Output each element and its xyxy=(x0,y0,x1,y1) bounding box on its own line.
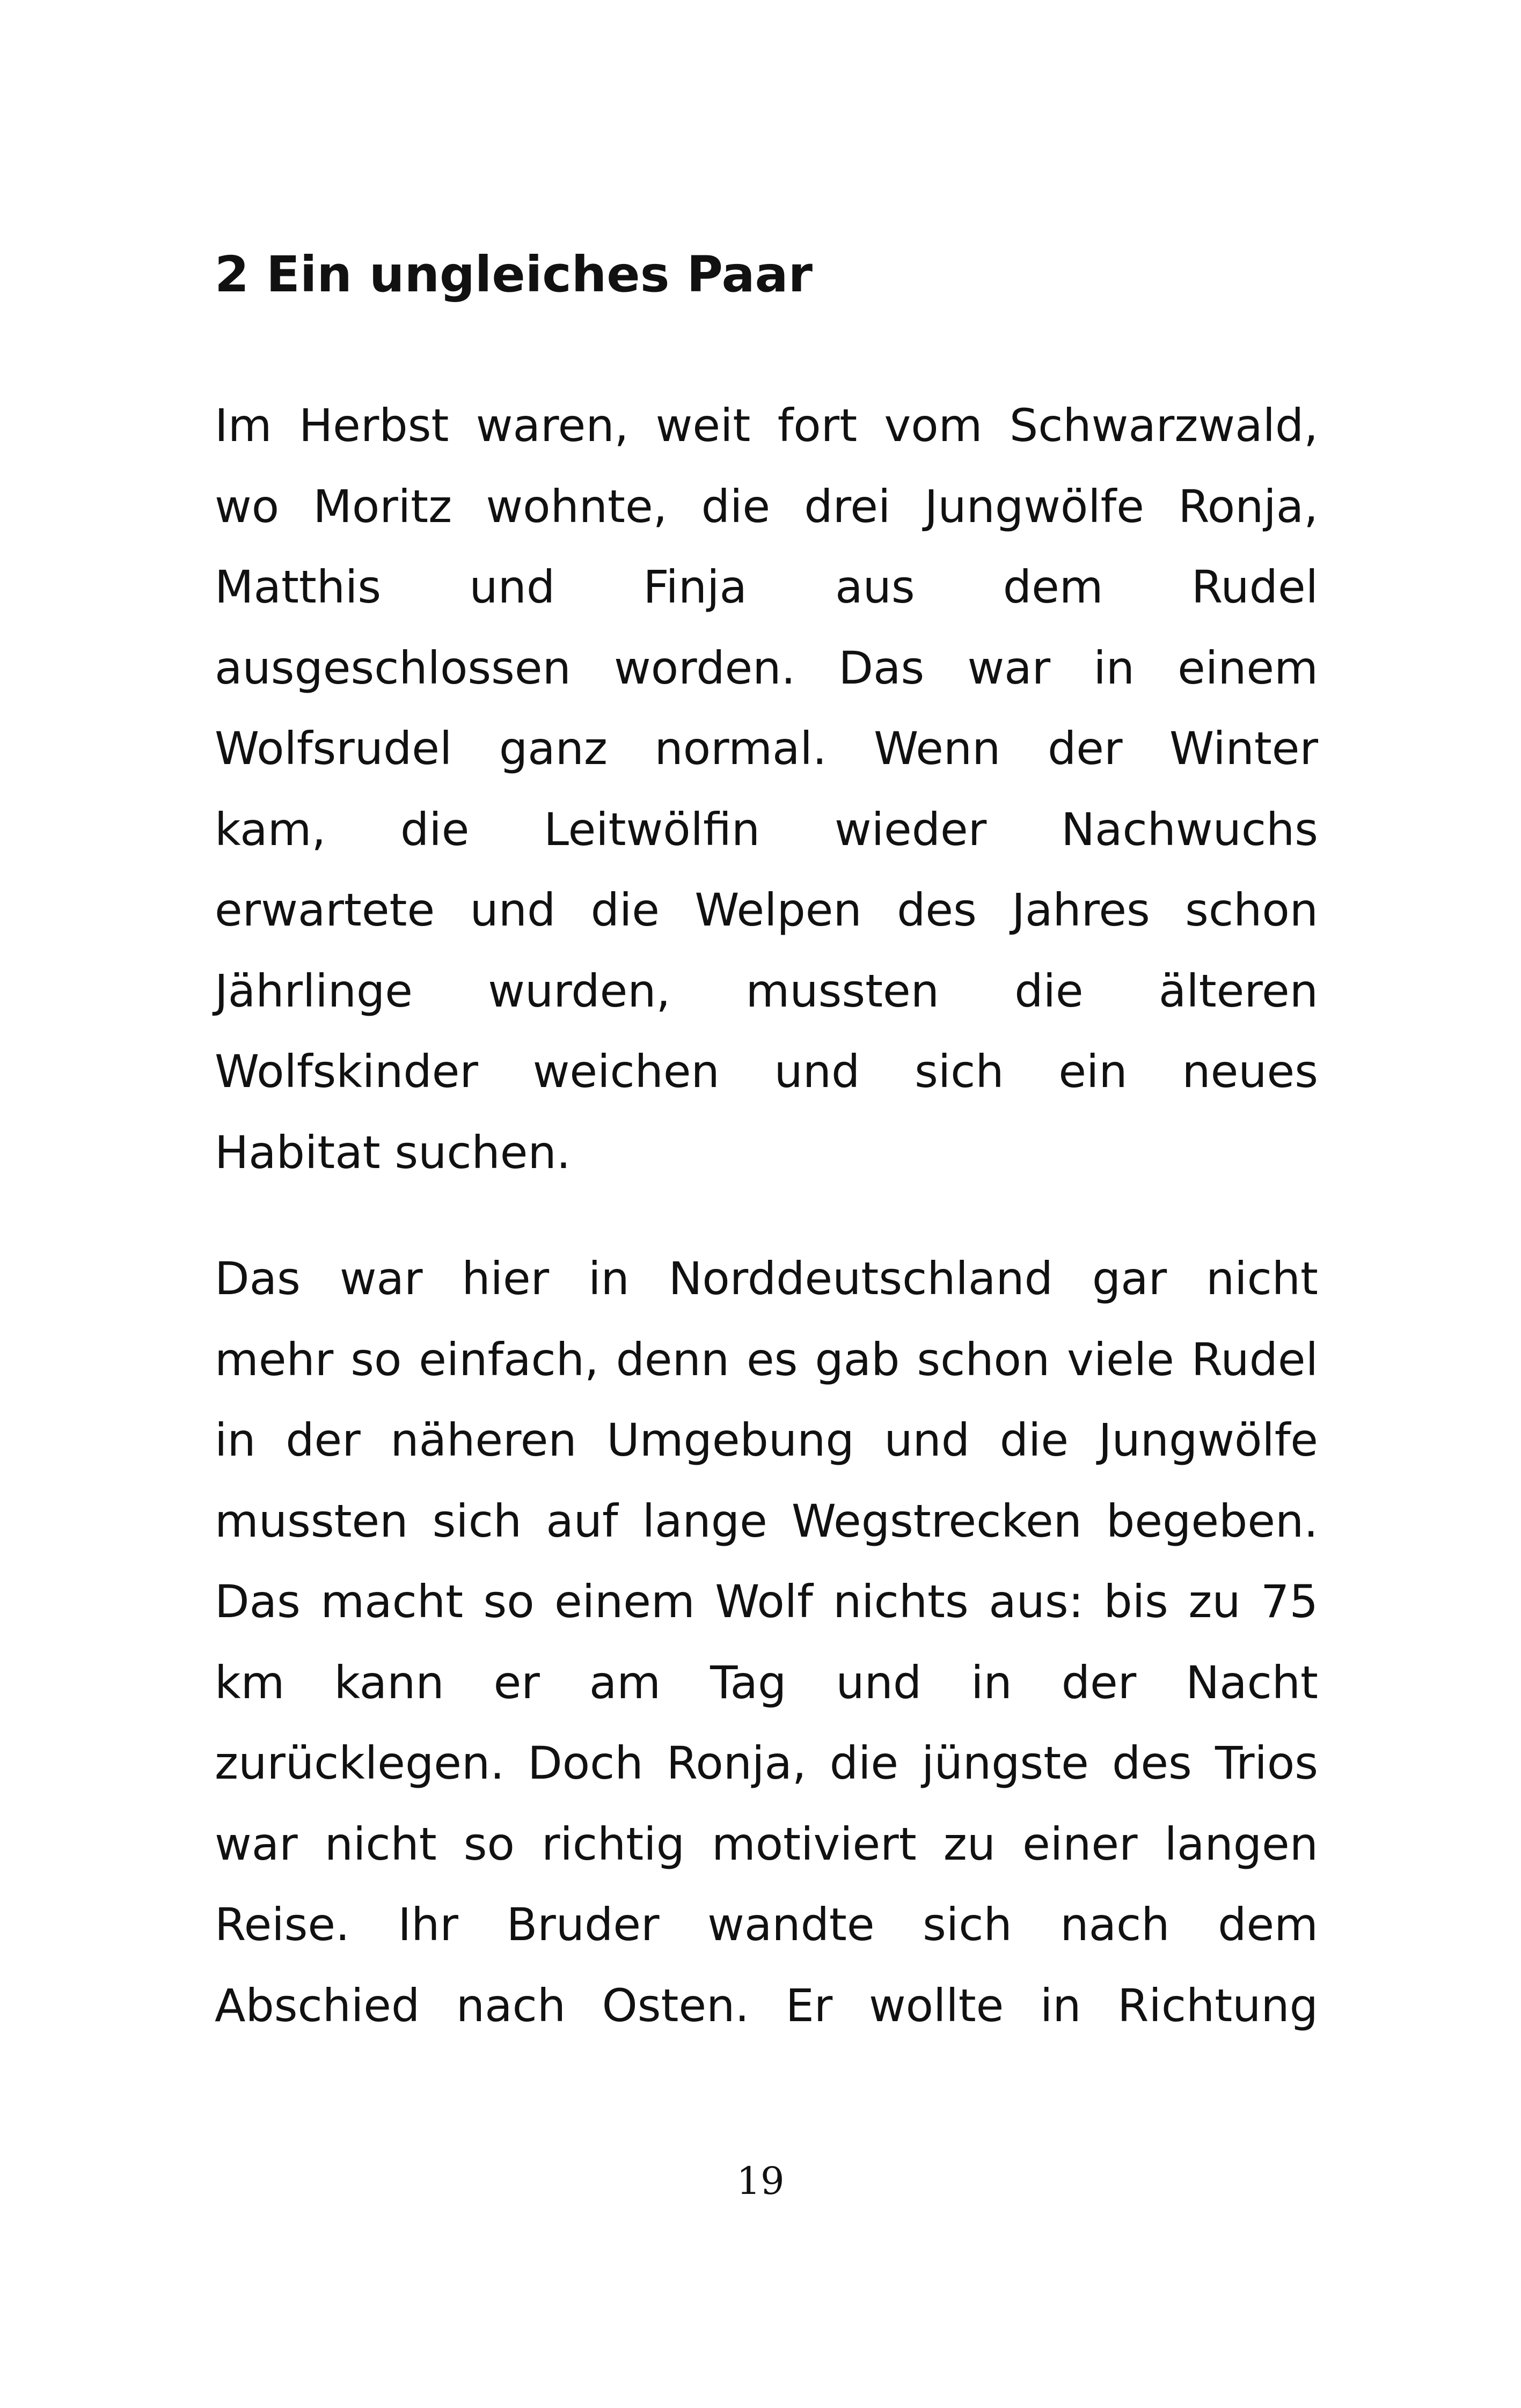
text-line: Im Herbst waren, weit fort vom Schwarzwald, xyxy=(215,399,1318,452)
text-line: in der näheren Umgebung und die Jungwölfe xyxy=(215,1414,1318,1466)
text-line: Das war hier in Norddeutschland gar nicht xyxy=(215,1252,1318,1305)
text-line: Jährlinge wurden, mussten die älteren xyxy=(215,964,1318,1017)
text-line: zurücklegen. Doch Ronja, die jüngste des Trios xyxy=(215,1737,1318,1789)
text-line: km kann er am Tag und in der Nacht xyxy=(215,1656,1318,1709)
chapter-title: 2 Ein ungleiches Paar xyxy=(215,246,813,303)
text-line: erwartete und die Welpen des Jahres schon xyxy=(215,884,1318,936)
text-line: Abschied nach Osten. Er wollte in Richtung xyxy=(215,1979,1318,2032)
text-line: Wolfskinder weichen und sich ein neues xyxy=(215,1045,1318,1098)
text-line: kam, die Leitwölfin wieder Nachwuchs xyxy=(215,803,1318,856)
text-line: Matthis und Finja aus dem Rudel xyxy=(215,561,1318,613)
text-line: war nicht so richtig motiviert zu einer langen xyxy=(215,1817,1318,1870)
text-line: wo Moritz wohnte, die drei Jungwölfe Ronja, xyxy=(215,480,1318,533)
text-line: Das macht so einem Wolf nichts aus: bis zu 75 xyxy=(215,1575,1318,1628)
text-line: Habitat suchen. xyxy=(215,1126,571,1179)
page-number: 19 xyxy=(736,2159,785,2203)
paragraph xyxy=(215,1238,1318,2046)
text-line: mussten sich auf lange Wegstrecken begeben. xyxy=(215,1494,1318,1547)
paragraph xyxy=(215,385,1318,1193)
text-line: ausgeschlossen worden. Das war in einem xyxy=(215,641,1318,694)
text-line: Wolfsrudel ganz normal. Wenn der Winter xyxy=(215,722,1318,775)
text-line: Reise. Ihr Bruder wandte sich nach dem xyxy=(215,1898,1318,1951)
text-line: mehr so einfach, denn es gab schon viele Rudel xyxy=(215,1333,1318,1386)
